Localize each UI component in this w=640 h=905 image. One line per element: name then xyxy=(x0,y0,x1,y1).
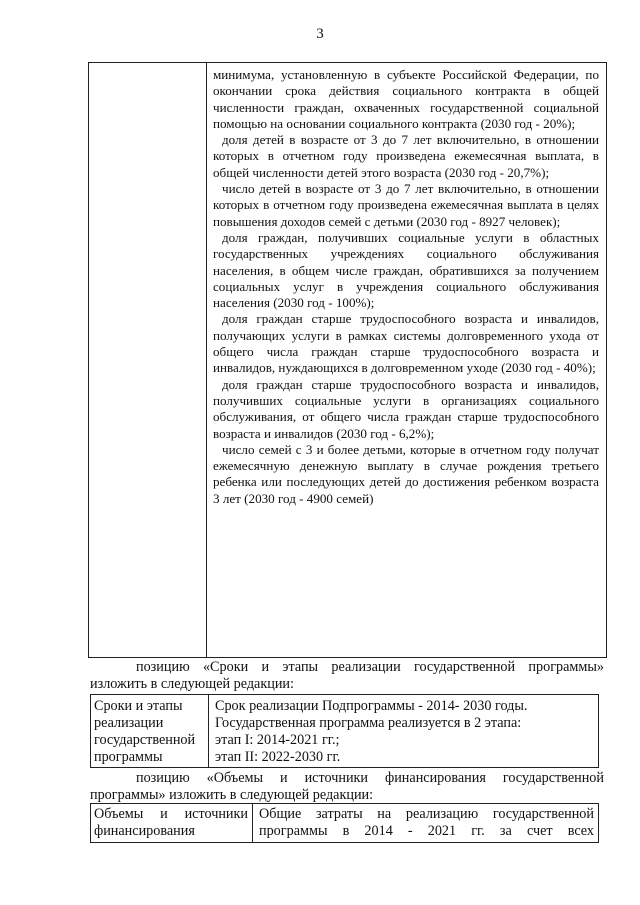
paragraph-terms-line1: позицию «Сроки и этапы реализации государственной программы» xyxy=(136,659,604,675)
goal-item: число детей в возрасте от 3 до 7 лет включительно, в отношении которых в отчетном году произведена ежемесячная выплата в целях повышения доходов семей с детьми (2030 год - 8927 человек); xyxy=(213,181,599,229)
terms-value-line: этап I: 2014-2021 гг.; xyxy=(215,732,340,748)
terms-value-line: этап II: 2022-2030 гг. xyxy=(215,749,341,765)
goal-item: число семей с 3 и более детьми, которые в отчетном году получат ежемесячную денежную выплату в случае рождения третьего ребенка или последующих детей до достижения ребенком возраста 3 лет (2030 год - 4900 семей) xyxy=(213,441,599,506)
funding-table xyxy=(90,803,599,843)
paragraph-terms-line2: изложить в следующей редакции: xyxy=(90,675,294,692)
terms-table-right-cell xyxy=(209,695,598,766)
goal-item: доля граждан, получивших социальные услуги в областных государственных учреждениях социального обслуживания населения, в общем числе граждан, обратившихся за получением социальных услуг в учреждения социального обслуживания населения (2030 год - 100%); xyxy=(213,229,599,311)
goals-table-right-cell xyxy=(207,63,606,507)
goal-item: доля граждан старше трудоспособного возраста и инвалидов, получающих услуги в рамках системы долговременного ухода от общего числа граждан старше трудоспособного возраста и инвалидов, нуждающихся в долговременном уходе (2030 год - 40%); xyxy=(213,311,599,376)
terms-table-left-cell xyxy=(91,695,209,767)
goals-table xyxy=(88,62,607,658)
goal-item: доля детей в возрасте от 3 до 7 лет включительно, в отношении которых в отчетном году произведена ежемесячная выплата, в общей численности детей этого возраста (2030 год - 20,7%); xyxy=(213,132,599,180)
funding-value-line: Общие затраты на реализацию государственной xyxy=(259,806,594,822)
funding-table-right-cell xyxy=(253,804,598,840)
funding-value-line: программы в 2014 - 2021 гг. за счет всех xyxy=(259,823,594,839)
funding-label-line: Объемы и источники xyxy=(94,806,248,822)
goals-table-left-cell xyxy=(89,63,207,657)
goal-item: доля граждан старше трудоспособного возраста и инвалидов, получивших социальные услуги в организациях социального обслуживания, от общего числа граждан старше трудоспособного возраста и инвалидов (2030 год - 6,2%); xyxy=(213,376,599,441)
terms-label-line: государственной xyxy=(94,732,196,748)
terms-value-line: Государственная программа реализуется в 2 этапа: xyxy=(215,715,522,731)
funding-table-left-cell xyxy=(91,804,253,842)
terms-label-line: программы xyxy=(94,749,163,765)
page-number: 3 xyxy=(316,26,324,42)
paragraph-funding-line1: позицию «Объемы и источники финансирования государственной xyxy=(136,770,604,786)
paragraph-terms xyxy=(90,659,604,692)
terms-label-line: Сроки и этапы xyxy=(94,698,183,714)
terms-table xyxy=(90,694,599,768)
goal-item-continuation: минимума, установленную в субъекте Российской Федерации, по окончании срока действия социального контракта в общей численности граждан, охваченных государственной социальной помощью на основании социального контракта (2030 год - 20%); xyxy=(213,67,599,131)
terms-label-line: реализации xyxy=(94,715,164,731)
paragraph-funding-line2: программы» изложить в следующей редакции: xyxy=(90,786,374,803)
paragraph-funding xyxy=(90,770,604,803)
funding-label-line: финансирования xyxy=(94,823,195,839)
terms-value-line: Срок реализации Подпрограммы - 2014- 2030 годы. xyxy=(215,698,528,714)
